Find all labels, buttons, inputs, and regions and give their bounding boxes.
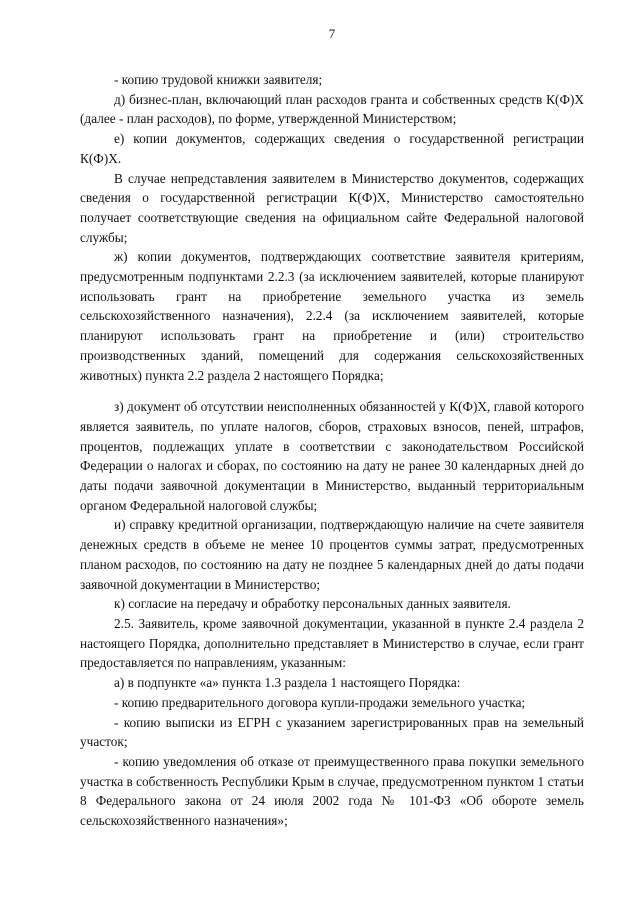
paragraph-section-2-5: 2.5. Заявитель, кроме заявочной документации, указанной в пункте 2.4 раздела 2 настоящего Порядка, дополнительно представляет в Министерство в случае, если грант предоставляется по направлениям, указанным: [80,615,584,671]
paragraph-egrn-extract: - копию выписки из ЕГРН с указанием зарегистрированных прав на земельный участок; [80,714,584,750]
paragraph-gap [80,385,584,397]
page-number: 7 [328,26,336,41]
paragraph-ministry-obtains-info: В случае непредставления заявителем в Министерство документов, содержащих сведения о государственной регистрации К(Ф)Х, Министерство самостоятельно получает соответствующие сведения на официальном сайте Федеральной налоговой службы; [80,170,584,245]
paragraph-criteria-documents: ж) копии документов, подтверждающих соответствие заявителя критериям, предусмотренным подпунктами 2.2.3 (за исключением заявителей, которые планируют использовать грант на приобретение земельного участка из земель сельскохозяйственного назначения), 2.2.4 (за исключением заявителей, которые планируют использовать грант на приобретение и (или) строительство производственных зданий, помещений для содержания сельскохозяйственных животных) пункта 2.2 раздела 2 настоящего Порядка; [80,249,584,383]
paragraph-registration-copies: е) копии документов, содержащих сведения о государственной регистрации К(Ф)Х. [80,131,584,166]
paragraph-preliminary-contract: - копию предварительного договора купли-продажи земельного участка; [114,694,526,710]
paragraph-labor-book-copy: - копию трудовой книжки заявителя; [114,72,323,87]
paragraph-business-plan: д) бизнес-план, включающий план расходов гранта и собственных средств К(Ф)Х (далее - план расходов), по форме, утвержденной Министерством; [80,91,584,127]
paragraph-personal-data-consent: к) согласие на передачу и обработку персональных данных заявителя. [114,596,511,612]
paragraph-refusal-notice: - копию уведомления об отказе от преимущественного права покупки земельного участка в собственность Республики Крым в случае, предусмотренном пунктом 1 статьи 8 Федерального закона от 24 июля 2002 года № 101-ФЗ «Об обороте земель сельскохозяйственного назначения»; [80,753,584,829]
paragraph-subsection-a: а) в подпункте «а» пункта 1.3 раздела 1 настоящего Порядка: [114,675,461,691]
paragraph-bank-statement: и) справку кредитной организации, подтверждающую наличие на счете заявителя денежных средств в объеме не менее 10 процентов суммы затрат, предусмотренных планом расходов, по состоянию на дату не позднее 5 календарных дней до даты подачи заявочной документации в Министерство; [80,517,584,592]
paragraph-no-tax-debt: з) документ об отсутствии неисполненных обязанностей у К(Ф)Х, главой которого является заявитель, по уплате налогов, сборов, страховых взносов, пеней, штрафов, процентов, подлежащих уплате в соответствии с законодательством Российской Федерации о налогах и сборах, по состоянию на дату не ранее 30 календарных дней до даты подачи заявочной документации в Министерство, выданный территориальным органом Федеральной налоговой службы; [80,399,584,513]
